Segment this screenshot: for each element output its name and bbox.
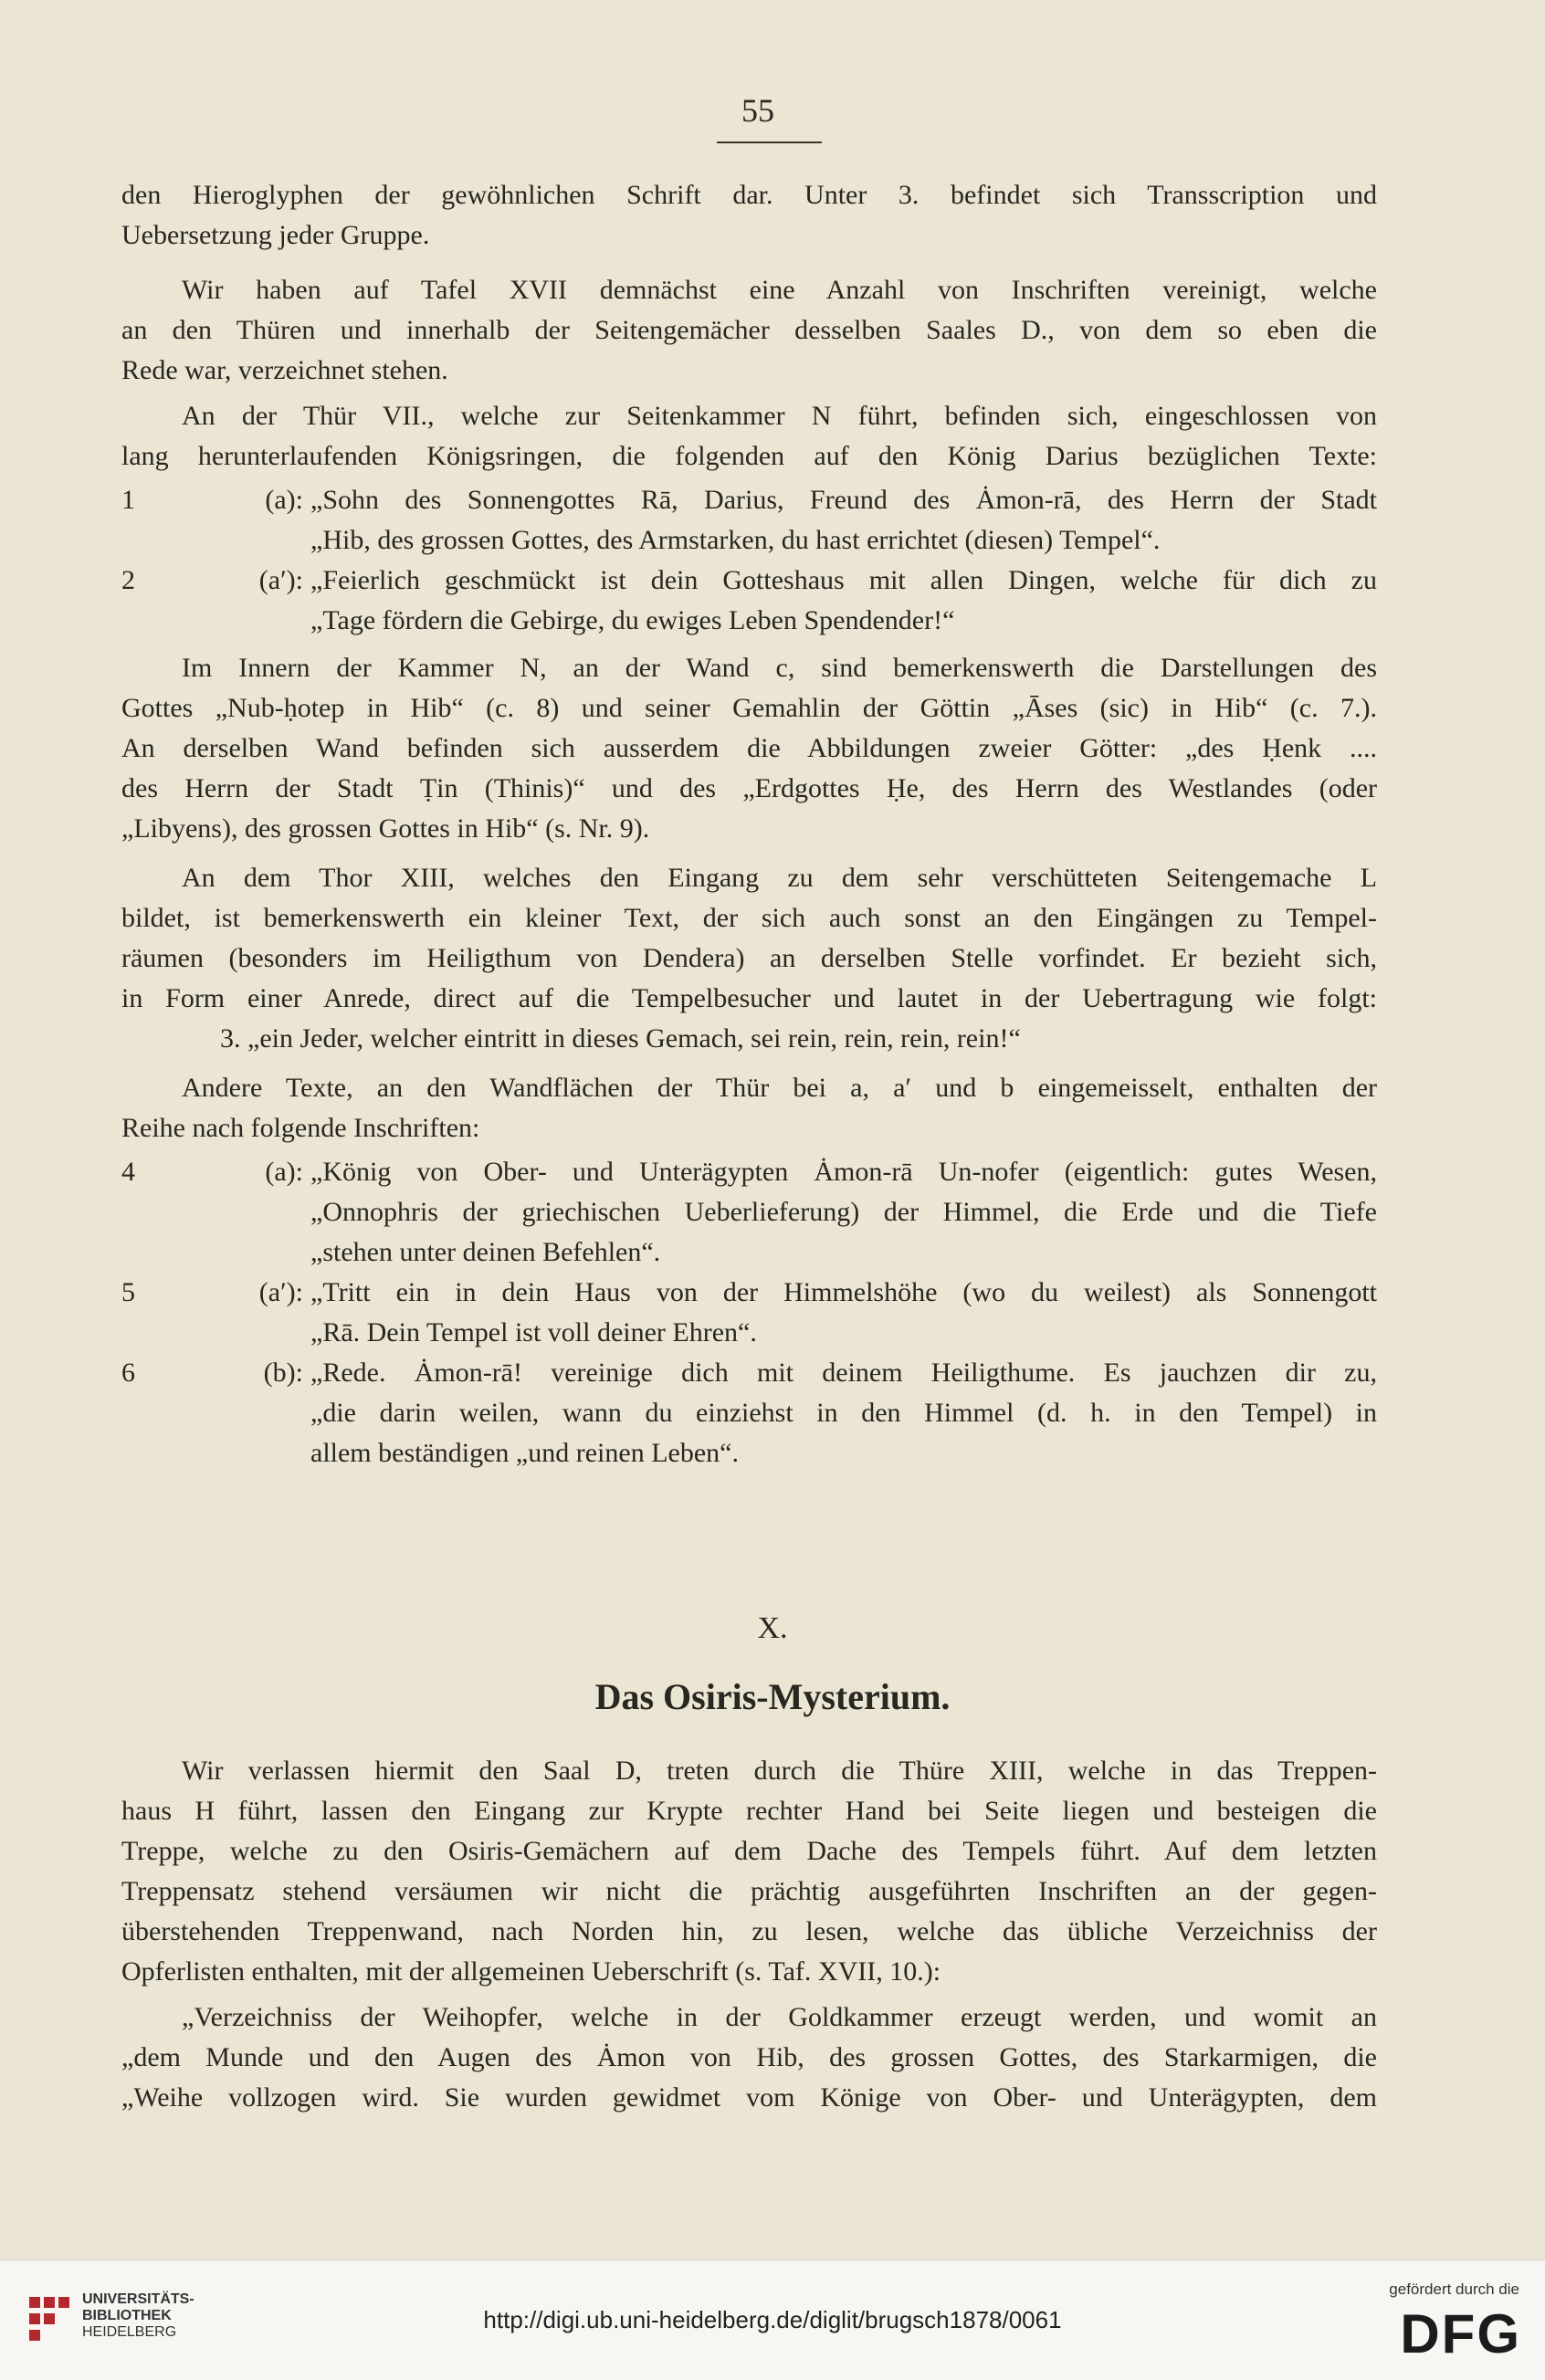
section-title: Das Osiris-Mysterium. — [594, 1676, 951, 1717]
intro-paragraph — [121, 175, 1377, 256]
dfg-logo: DFG — [1400, 2303, 1521, 2364]
paragraph-thuer-vii — [121, 396, 1377, 477]
list-item — [121, 561, 1377, 601]
library-name-line: UNIVERSITÄTS- — [82, 2291, 194, 2307]
paragraph-treppenhaus — [121, 1751, 1377, 1992]
page-number-rule — [717, 142, 822, 143]
text-line: „Weihe vollzogen wird. Sie wurden gewidmet vom Könige von Ober- und Unterägypten, dem — [121, 2082, 1377, 2113]
text-line: „dem Munde und den Augen des Ȧmon von Hib, des grossen Gottes, des Starkarmigen, die — [121, 2042, 1377, 2072]
text-line: Treppe, welche zu den Osiris-Gemächern auf dem Dache des Tempels führt. Auf dem letzten — [121, 1836, 1377, 1866]
text-line: Reihe nach folgende Inschriften: — [121, 1113, 480, 1143]
text-line: lang herunterlaufenden Königsringen, die folgenden auf den König Darius bezüglichen Texte: — [121, 441, 1377, 471]
paragraph-kammer-n — [121, 648, 1377, 849]
text-line: An derselben Wand befinden sich ausserdem die Abbildungen zweier Götter: „des Ḥenk .... — [121, 733, 1377, 763]
list-item-continuation: „die darin weilen, wann du einziehst in den Himmel (d. h. in den Tempel) in — [310, 1398, 1377, 1428]
text-line: räumen (besonders im Heiligthum von Dendera) an derselben Stelle vorfindet. Er bezieht sich, — [121, 943, 1377, 973]
list-item — [121, 1353, 1377, 1393]
item-text: „König von Ober- und Unterägypten Ȧmon-rā Un-nofer (eigentlich: gutes Wesen, — [310, 1157, 1377, 1187]
text-line: den Hieroglyphen der gewöhnlichen Schrift dar. Unter 3. befindet sich Transscription und — [121, 180, 1377, 210]
paragraph-thor-xiii — [121, 858, 1377, 1059]
text-line: An der Thür VII., welche zur Seitenkammer N führt, befinden sich, eingeschlossen von — [182, 401, 1377, 431]
item-number: 4 (a): — [121, 1157, 303, 1187]
list-item-continuation: allem beständigen „und reinen Leben“. — [310, 1438, 739, 1468]
digitization-footer — [0, 2259, 1545, 2380]
text-line: „Libyens), des grossen Gottes in Hib“ (s. Nr. 9). — [121, 813, 650, 844]
text-line: an den Thüren und innerhalb der Seitengemächer desselben Saales D., von dem so eben die — [121, 315, 1377, 345]
text-line: überstehenden Treppenwand, nach Norden hin, zu lesen, welche das übliche Verzeichniss der — [121, 1916, 1377, 1946]
list-item — [121, 1152, 1377, 1192]
list-item — [121, 1273, 1377, 1313]
text-line: des Herrn der Stadt Ṭin (Thinis)“ und des „Erdgottes Ḥe, des Herrn des Westlandes (oder — [121, 773, 1377, 803]
text-line: Uebersetzung jeder Gruppe. — [121, 220, 430, 250]
list-item — [121, 480, 1377, 520]
library-name-line: HEIDELBERG — [82, 2324, 177, 2340]
paragraph-verzeichniss — [121, 1997, 1377, 2118]
text-line: „Verzeichniss der Weihopfer, welche in der Goldkammer erzeugt werden, und womit an — [182, 2002, 1377, 2032]
list-item-continuation: „Rā. Dein Tempel ist voll deiner Ehren“. — [310, 1317, 757, 1347]
text-line: haus H führt, lassen den Eingang zur Krypte rechter Hand bei Seite liegen und besteigen die — [121, 1796, 1377, 1826]
text-line: in Form einer Anrede, direct auf die Tempelbesucher und lautet in der Uebertragung wie folgt: — [121, 983, 1377, 1013]
text-line: bildet, ist bemerkenswerth ein kleiner Text, der sich auch sonst an den Eingängen zu Tempel- — [121, 903, 1377, 933]
source-url-link[interactable]: http://digi.ub.uni-heidelberg.de/diglit/brugsch1878/0061 — [483, 2306, 1062, 2333]
list-item-continuation: „Hib, des grossen Gottes, des Armstarken, du hast errichtet (diesen) Tempel“. — [310, 525, 1161, 555]
text-line: Andere Texte, an den Wandflächen der Thür bei a, a′ und b eingemeisselt, enthalten der — [182, 1073, 1377, 1103]
item-text: „Tritt ein in dein Haus von der Himmelshöhe (wo du weilest) als Sonnengott — [310, 1277, 1377, 1307]
list-item-continuation: „Tage fördern die Gebirge, du ewiges Leben Spendender!“ — [310, 605, 955, 635]
item-number: 6 (b): — [121, 1358, 303, 1388]
item-text: „Sohn des Sonnengottes Rā, Darius, Freund des Ȧmon-rā, des Herrn der Stadt — [310, 485, 1377, 515]
section-number: X. — [757, 1611, 788, 1645]
inscription-list-darius — [121, 480, 1377, 641]
paragraph-tafel-xvii — [121, 270, 1377, 391]
inscription-list-wandflaechen — [121, 1152, 1377, 1473]
text-line: Rede war, verzeichnet stehen. — [121, 355, 448, 385]
item-text: „Rede. Ȧmon-rā! vereinige dich mit deinem Heiligthume. Es jauchzen dir zu, — [310, 1358, 1377, 1388]
list-item-continuation: „stehen unter deinen Befehlen“. — [310, 1237, 661, 1267]
text-line: An dem Thor XIII, welches den Eingang zu dem sehr verschütteten Seitengemache L — [182, 863, 1377, 893]
item-number: 1 (a): — [121, 485, 303, 515]
paragraph-andere-texte — [121, 1068, 1377, 1148]
text-line: Gottes „Nub-ḥotep in Hib“ (c. 8) und seiner Gemahlin der Göttin „Āses (sic) in Hib“ (c. 7.). — [121, 693, 1377, 723]
page-number: 55 — [741, 92, 774, 129]
funder-caption: gefördert durch die — [1389, 2280, 1519, 2298]
list-item: 3. „ein Jeder, welcher eintritt in dieses Gemach, sei rein, rein, rein, rein!“ — [220, 1023, 1021, 1054]
item-number: 2 (a′): — [121, 565, 303, 595]
item-text: „Feierlich geschmückt ist dein Gotteshaus mit allen Dingen, welche für dich zu — [310, 565, 1377, 595]
item-number: 5 (a′): — [121, 1277, 303, 1307]
list-item-continuation: „Onnophris der griechischen Ueberlieferung) der Himmel, die Erde und die Tiefe — [310, 1197, 1377, 1227]
text-line: Wir verlassen hiermit den Saal D, treten durch die Thüre XIII, welche in das Treppen- — [182, 1756, 1377, 1786]
library-name-line: BIBLIOTHEK — [82, 2308, 172, 2323]
text-line: Treppensatz stehend versäumen wir nicht die prächtig ausgeführten Inschriften an der gegen- — [121, 1876, 1377, 1906]
text-line: Im Innern der Kammer N, an der Wand c, sind bemerkenswerth die Darstellungen des — [182, 653, 1377, 683]
text-line: Wir haben auf Tafel XVII demnächst eine Anzahl von Inschriften vereinigt, welche — [182, 275, 1377, 305]
text-line: Opferlisten enthalten, mit der allgemeinen Ueberschrift (s. Taf. XVII, 10.): — [121, 1956, 941, 1987]
